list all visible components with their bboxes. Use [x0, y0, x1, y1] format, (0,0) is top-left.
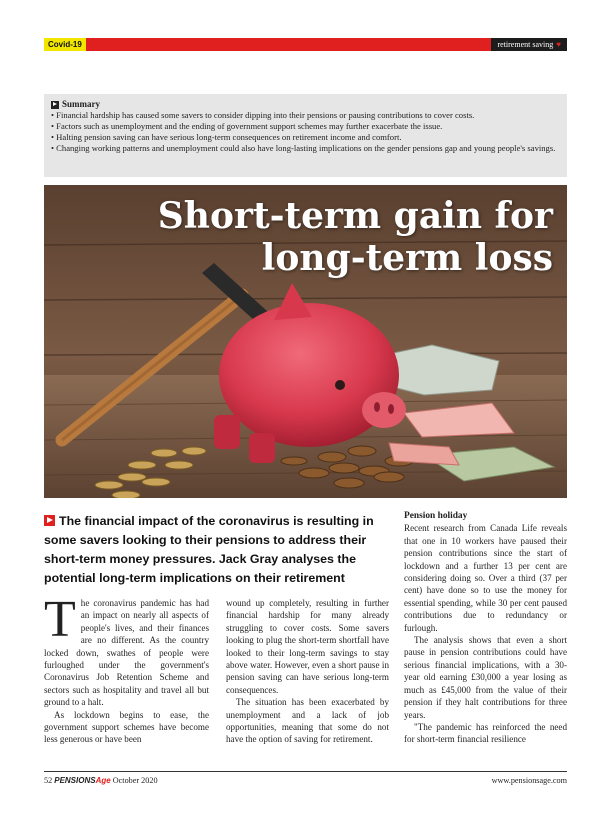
heart-icon: ♥: [556, 40, 561, 49]
summary-item: • Financial hardship has caused some savers to consider dipping into their pensions or pausing contributions to cover costs.: [51, 110, 560, 121]
article-column-1: [44, 591, 209, 746]
paragraph: Recent research from Canada Life reveals that one in 10 workers have paused their pension contributions since the start of lockdown and a further 13 per cent are considering doing so. Over a third (37 per cent) have done so to use the money for essential spending, while 30 per cent paused contributions due to redundancy or furlough.: [404, 523, 567, 633]
article-column-3: [404, 510, 567, 746]
paragraph: "The pandemic has reinforced the need for short-term financial resilience: [404, 721, 567, 745]
brand-logo: [54, 776, 110, 785]
arrow-square-icon: [44, 515, 55, 526]
headline-line-1: Short-term gain for: [157, 195, 553, 237]
summary-item: • Changing working patterns and unemployment could also have long-lasting implications on the gender pensions gap and young people's savings.: [51, 143, 560, 154]
standfirst: [44, 512, 394, 588]
section-bar: [44, 38, 567, 51]
article-column-2: [226, 597, 389, 746]
hero-image: [44, 185, 567, 498]
section-tag: Covid-19: [44, 38, 86, 51]
paragraph: The situation has been exacerbated by unemployment and a lack of job opportunities, meaning that some do not have the option of saving for retirement.: [226, 697, 389, 745]
summary-box: [44, 94, 567, 177]
headline: [158, 195, 553, 279]
footer-url[interactable]: www.pensionsage.com: [491, 776, 567, 785]
page-number: 52: [44, 776, 53, 785]
footer-rule: [44, 771, 567, 772]
headline-line-2: long-term loss: [261, 237, 553, 279]
footer-left: [44, 776, 158, 786]
summary-item: • Factors such as unemployment and the ending of government support schemes may further exacerbate the issue.: [51, 121, 560, 132]
series-tag-label: retirement saving: [497, 40, 554, 49]
subheading: Pension holiday: [404, 511, 468, 521]
arrow-square-icon: [51, 101, 59, 109]
series-tag: [491, 38, 567, 51]
summary-list: [51, 110, 560, 154]
brand-part-1: PENSIONS: [54, 776, 96, 785]
standfirst-text: The financial impact of the coronavirus is resulting in some savers looking to their pensions to address their short-term money pressures. Jack Gray analyses the potential long-term implications on their retirement: [44, 514, 374, 585]
summary-title: Summary: [62, 99, 100, 109]
paragraph: he coronavirus pandemic has had an impact on nearly all aspects of people's lives, and their finances are no different. As the country locked down, swathes of people were furloughed under the government's Coronavirus Job Retention Scheme and sectors such as hospitality and travel all but ground to a halt.: [44, 598, 209, 708]
brand-part-2: Age: [95, 776, 111, 785]
summary-item: • Halting pension saving can have serious long-term consequences on retirement income and comfort.: [51, 132, 560, 143]
drop-cap: T: [44, 591, 76, 648]
paragraph: wound up completely, resulting in further financial hardship for many already struggling to cover costs. Some savers looking to plug the short-term shortfall have looked to their long-term savings to stay above water. However, even a short pause in pension saving can have serious long-term consequences.: [226, 598, 389, 695]
paragraph: As lockdown begins to ease, the government support schemes have become less generous or have been: [44, 709, 209, 745]
summary-heading: [51, 99, 560, 110]
paragraph: The analysis shows that even a short pause in pension contributions could have serious financial implications, with a 30-year old earning £30,000 a year losing as much as £45,000 from the value of their pension if they halt contributions for three years.: [404, 635, 567, 720]
issue-date: October 2020: [112, 776, 158, 785]
